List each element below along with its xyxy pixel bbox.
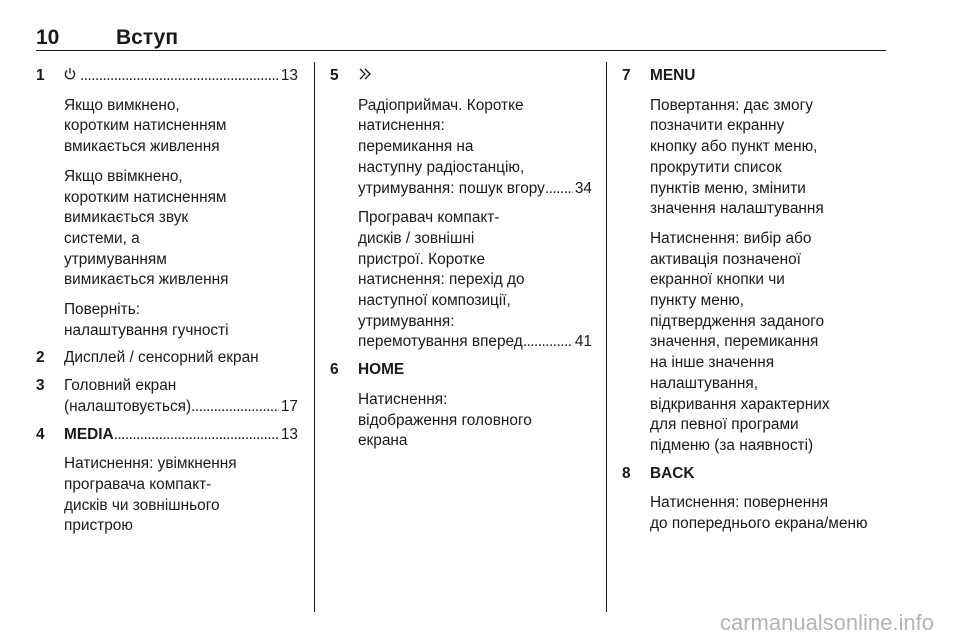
item-number: 6 (330, 361, 339, 379)
item-number: 5 (330, 67, 339, 84)
paragraph-line: перемотування вперед (358, 333, 523, 351)
paragraph: Повертання: дає змогу позначити екранну кнопку або пункт меню, прокрутити список пунктів меню, змінити значення налаштування (650, 96, 824, 218)
dot-leader (545, 179, 573, 200)
back-button-label: BACK (650, 464, 695, 482)
item-text: (налаштовується) (64, 397, 192, 415)
page-reference[interactable]: 34 (574, 179, 592, 197)
list-item-5 (330, 66, 592, 353)
paragraph: Натиснення: увімкнення програвача компакт- дисків чи зовнішнього пристрою (64, 455, 237, 535)
paragraph: Якщо ввімкнено, коротким натисненням вимикається звук системи, а утримуванням вимикається живлення (64, 167, 229, 289)
home-button-label: HOME (358, 361, 405, 379)
paragraph: Програвач компакт- дисків / зовнішні пристрої. Коротке натиснення: перехід до наступної композиції, утримування: (358, 209, 525, 330)
column-3 (622, 66, 886, 535)
page-reference[interactable]: 13 (280, 67, 298, 84)
dot-leader (80, 66, 279, 87)
column-1 (36, 66, 298, 537)
item-number: 1 (36, 67, 45, 84)
item-number: 2 (36, 349, 45, 367)
page-header (36, 26, 886, 50)
header-divider (36, 50, 886, 51)
watermark: carmanualsonline.info (719, 610, 934, 635)
column-2 (330, 66, 592, 452)
paragraph: Натиснення: відображення головного екрана (358, 390, 532, 450)
list-item-6 (330, 360, 592, 452)
list-item-2 (36, 348, 298, 369)
item-number: 4 (36, 425, 45, 443)
dot-leader (114, 425, 279, 446)
media-button-label: MEDIA (64, 425, 114, 443)
seek-forward-icon (358, 66, 374, 87)
power-icon (64, 66, 80, 87)
item-number: 7 (622, 67, 631, 84)
item-text: Головний екран (64, 377, 177, 395)
paragraph: Поверніть: налаштування гучності (64, 301, 229, 339)
menu-button-label: MENU (650, 67, 696, 84)
column-divider-1 (314, 62, 315, 612)
item-number: 8 (622, 464, 631, 482)
dot-leader (523, 332, 573, 353)
page-title: Вступ (116, 26, 179, 49)
paragraph: Натиснення: вибір або активація позначеної екранної кнопки чи пункту меню, підтвердження заданого значення, перемикання на інше значення налаштування, відкривання характерних для певної програми підменю (за наявності) (650, 229, 830, 454)
list-item-3 (36, 376, 298, 417)
list-item-1 (36, 66, 298, 341)
paragraph-line: утримування: пошук вгору (358, 179, 545, 197)
list-item-4 (36, 425, 298, 538)
list-item-8 (622, 464, 886, 535)
page-reference[interactable]: 13 (280, 425, 298, 443)
page-reference[interactable]: 41 (574, 333, 592, 351)
paragraph: Якщо вимкнено, коротким натисненням вмикається живлення (64, 96, 227, 156)
item-number: 3 (36, 377, 45, 395)
list-item-7 (622, 66, 886, 457)
paragraph: Радіоприймач. Коротке натиснення: перемикання на наступну радіостанцію, (358, 96, 525, 176)
page-reference[interactable]: 17 (280, 397, 298, 415)
dot-leader (191, 397, 279, 418)
column-divider-2 (606, 62, 607, 612)
item-text: Дисплей / сенсорний екран (64, 349, 259, 367)
page-number: 10 (36, 26, 60, 49)
paragraph: Натиснення: повернення до попереднього екрана/меню (650, 494, 868, 533)
